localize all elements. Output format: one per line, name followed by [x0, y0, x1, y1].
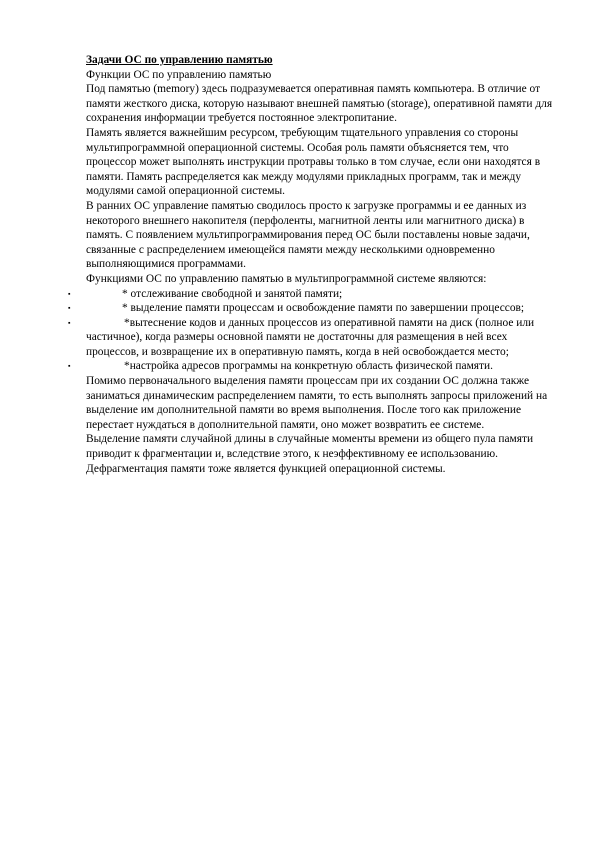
paragraph-functions-heading: Функциями ОС по управлению памятью в мультипрограммной системе являются:	[86, 272, 487, 285]
list-item-text: *настройка адресов программы на конкретную область физической памяти.	[124, 360, 493, 373]
paragraph-dynamic-allocation: Помимо первоначального выделения памяти процессам при их создании ОС должна также заниматься динамическим распределением памяти, то есть выполнять запросы приложений на выделение им дополнительной памяти во время выполнения. После того как приложение перестает нуждаться в дополнительной памяти, оно может возвратить ее системе.	[86, 375, 548, 431]
document-title: Задачи ОС по управлению памятью	[86, 54, 273, 66]
list-item	[68, 301, 556, 316]
list-item	[68, 287, 556, 302]
list-item-text: * отслеживание свободной и занятой памяти;	[122, 287, 343, 300]
bullet-icon: ▪	[68, 289, 71, 298]
paragraph-early-os: В ранних ОС управление памятью сводилось просто к загрузке программы и ее данных из некоторого внешнего накопителя (перфоленты, магнитной ленты или магнитного диска) в память. С появлением мультипрограммирования перед ОС были поставлены новые задачи, связанные с распределением имеющейся памяти между несколькими одновременно выполняющимися программами.	[86, 199, 530, 271]
paragraph-defragmentation: Дефрагментация памяти тоже является функцией операционной системы.	[86, 462, 446, 475]
document-subtitle: Функции ОС по управлению памятью	[86, 68, 272, 81]
paragraph-memory-resource: Память является важнейшим ресурсом, требующим тщательного управления со стороны мультипрограммной операционной системы. Особая роль памяти объясняется тем, что процессор может выполнять инструкции протравы только в том случае, если они находятся в памяти. Память распределяется как между модулями прикладных программ, так и между модулями самой операционной системы.	[86, 126, 541, 198]
bullet-icon: ▪	[68, 304, 71, 313]
list-item	[68, 316, 556, 360]
list-item	[68, 359, 556, 374]
list-item-text: *вытеснение кодов и данных процессов из оперативной памяти на диск (полное или частичное), когда размеры основной памяти не достаточны для размещения в ней всех процессов, и возвращение их в оперативную память, когда в ней освобождается место;	[86, 316, 535, 358]
document-body	[68, 53, 556, 476]
bullet-icon: ▪	[68, 362, 71, 371]
bullet-icon: ▪	[68, 318, 71, 327]
paragraph-fragmentation: Выделение памяти случайной длины в случайные моменты времени из общего пула памяти приводит к фрагментации и, вследствие этого, к неэффективному ее использованию.	[86, 433, 534, 461]
paragraph-memory-definition: Под памятью (memory) здесь подразумевается оперативная память компьютера. В отличие от памяти жесткого диска, которую называют внешней памятью (storage), оперативной памяти для сохранения информации требуется постоянное электропитание.	[86, 83, 553, 125]
list-item-text: * выделение памяти процессам и освобождение памяти по завершении процессов;	[122, 302, 525, 315]
